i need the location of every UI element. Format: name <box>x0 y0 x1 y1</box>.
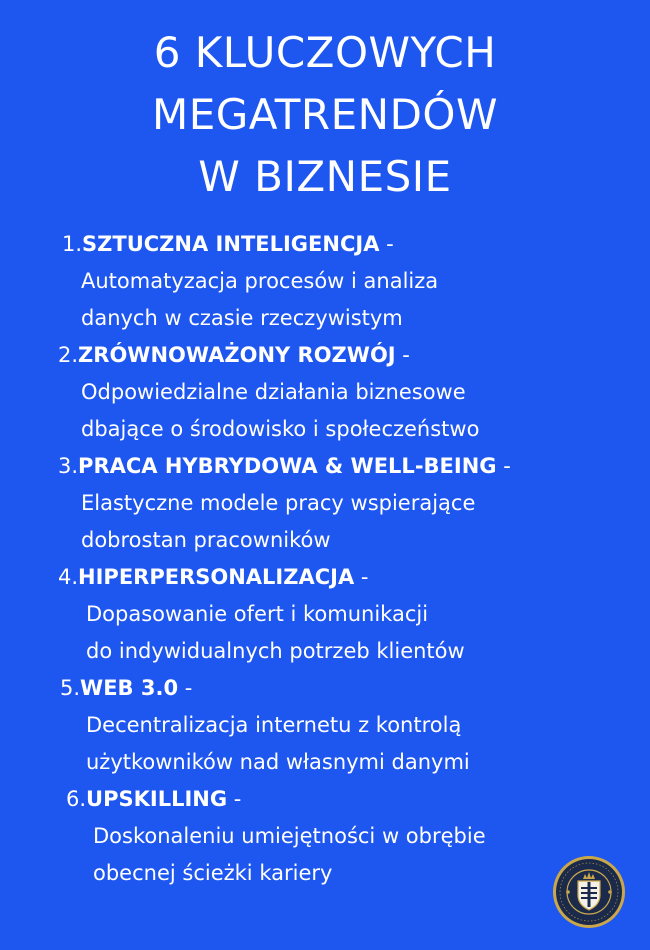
item-dash: - <box>178 676 193 700</box>
list-item <box>58 448 511 559</box>
item-heading: ZRÓWNOWAŻONY ROZWÓJ <box>78 343 396 367</box>
list-item <box>62 226 438 337</box>
academy-seal-icon <box>552 855 626 929</box>
item-number: 4. <box>58 565 79 589</box>
item-heading: PRACA HYBRYDOWA & WELL-BEING <box>78 454 497 478</box>
item-number: 1. <box>62 232 83 256</box>
item-description-line-2: obecnej ścieżki kariery <box>93 861 333 885</box>
title-line-3: W BIZNESIE <box>198 152 452 201</box>
list-item <box>58 337 479 448</box>
item-dash: - <box>395 343 410 367</box>
item-description-line-1: Elastyczne modele pracy wspierające <box>81 491 476 515</box>
list-item <box>66 781 486 892</box>
item-number: 3. <box>58 454 79 478</box>
item-description-line-1: Decentralizacja internetu z kontrolą <box>86 713 462 737</box>
item-dash: - <box>496 454 511 478</box>
item-description-line-1: Automatyzacja procesów i analiza <box>81 269 439 293</box>
item-heading: SZTUCZNA INTELIGENCJA <box>82 232 380 256</box>
item-heading: WEB 3.0 <box>80 676 179 700</box>
title-line-2: MEGATRENDÓW <box>151 90 498 139</box>
item-description-line-2: użytkowników nad własnymi danymi <box>86 750 470 774</box>
item-dash: - <box>354 565 369 589</box>
list-item <box>60 670 470 781</box>
item-description-line-2: dbające o środowisko i społeczeństwo <box>81 417 480 441</box>
item-description-line-1: Dopasowanie ofert i komunikacji <box>86 602 429 626</box>
list-item <box>58 559 465 670</box>
item-description-line-1: Odpowiedzialne działania biznesowe <box>81 380 466 404</box>
item-heading: HIPERPERSONALIZACJA <box>78 565 355 589</box>
item-number: 2. <box>58 343 79 367</box>
item-number: 5. <box>60 676 81 700</box>
item-dash: - <box>379 232 394 256</box>
item-heading: UPSKILLING <box>86 787 228 811</box>
item-description-line-2: danych w czasie rzeczywistym <box>81 306 403 330</box>
item-description-line-2: dobrostan pracowników <box>81 528 331 552</box>
item-dash: - <box>227 787 242 811</box>
title-line-1: 6 KLUCZOWYCH <box>153 28 497 77</box>
item-description-line-2: do indywidualnych potrzeb klientów <box>86 639 465 663</box>
page-title <box>0 22 650 208</box>
item-number: 6. <box>66 787 87 811</box>
item-description-line-1: Doskonaleniu umiejętności w obrębie <box>93 824 486 848</box>
